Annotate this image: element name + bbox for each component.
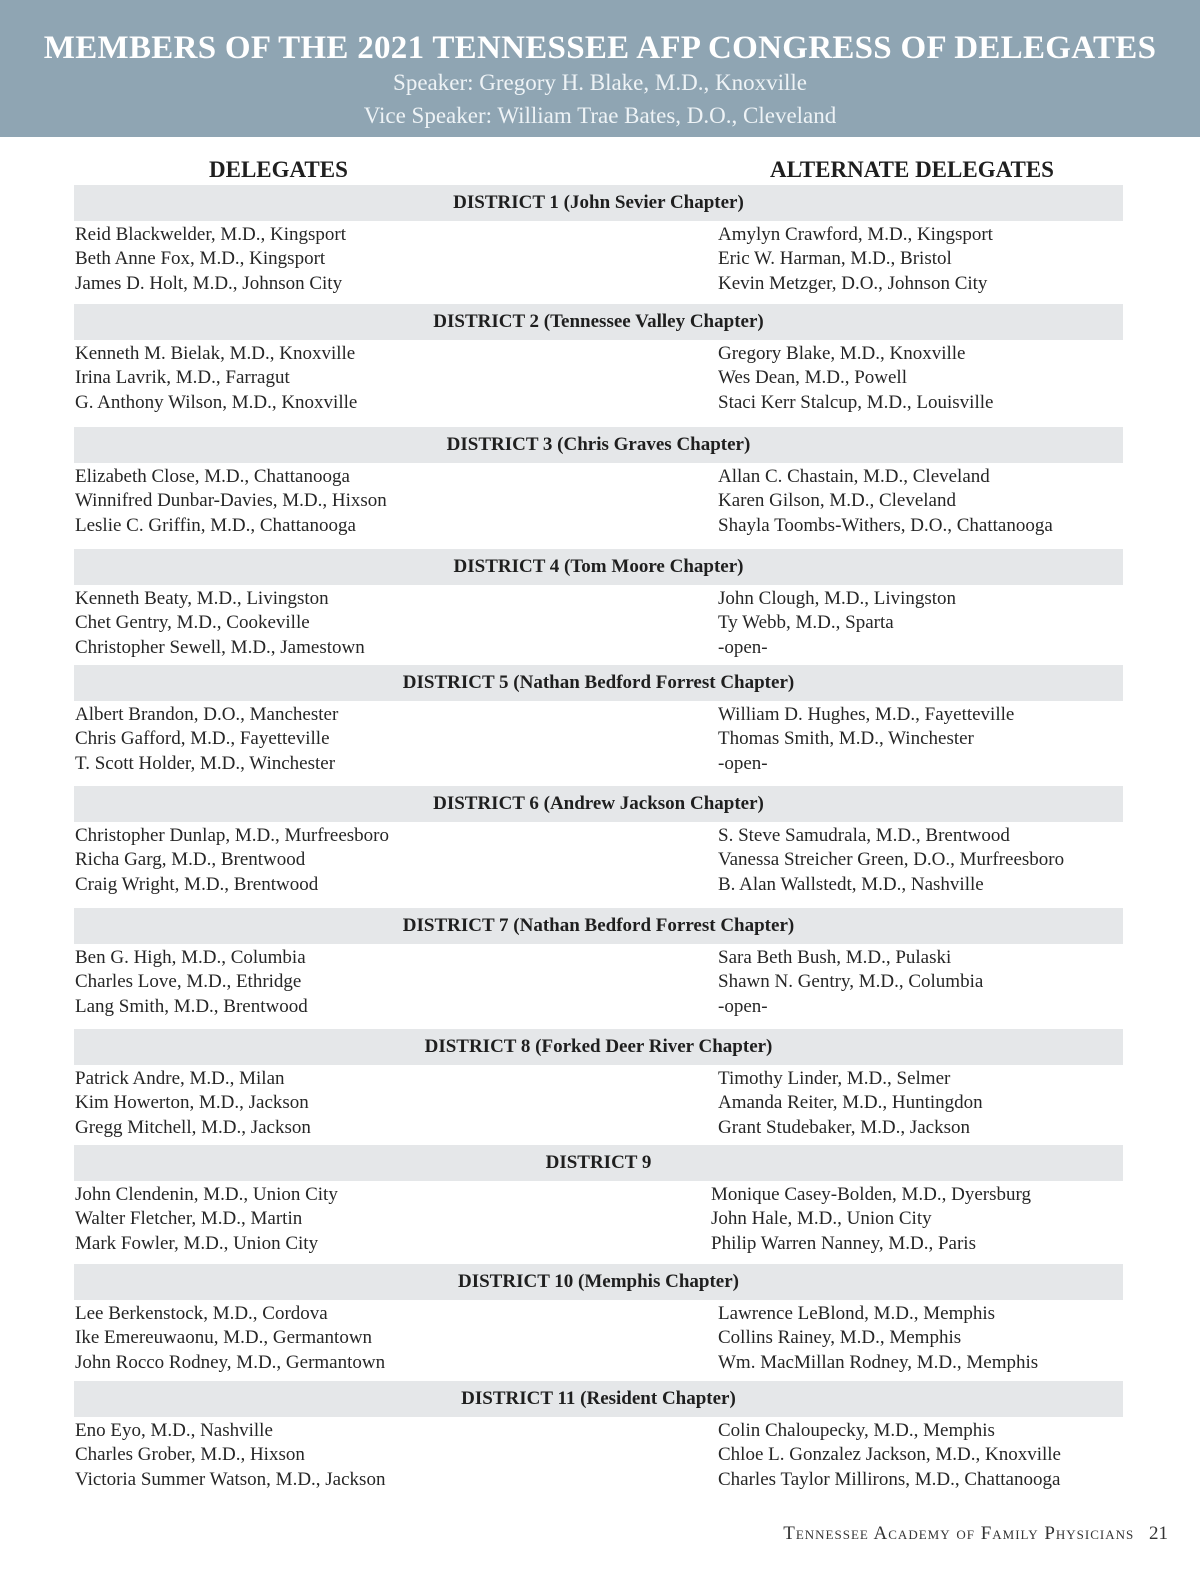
delegate-name: Kenneth M. Bielak, M.D., Knoxville [75, 343, 356, 364]
delegate-name: Chris Gafford, M.D., Fayetteville [75, 728, 330, 750]
delegates-list [75, 1302, 385, 1375]
delegates-list [75, 824, 389, 897]
alternate-delegate-name: -open- [718, 995, 768, 1017]
alternate-delegate-name: Colin Chaloupecky, M.D., Memphis [718, 1420, 995, 1441]
delegate-name: Albert Brandon, D.O., Manchester [75, 704, 339, 725]
alternate-delegate-name: John Clough, M.D., Livingston [718, 588, 957, 609]
alternate-delegate-name: B. Alan Wallstedt, M.D., Nashville [718, 873, 984, 895]
alternate-delegate-name: Wm. MacMillan Rodney, M.D., Memphis [718, 1351, 1039, 1373]
delegates-list [75, 1183, 338, 1256]
delegates-list [75, 587, 365, 660]
alternate-delegate-name: -open- [718, 752, 768, 774]
alternates-list [718, 1067, 983, 1140]
delegate-name: Charles Grober, M.D., Hixson [75, 1444, 305, 1466]
district-title: DISTRICT 9 [74, 1145, 1123, 1181]
delegate-name: Eno Eyo, M.D., Nashville [75, 1420, 273, 1441]
page-number: 21 [1149, 1523, 1168, 1544]
alternate-delegate-name: Eric W. Harman, M.D., Bristol [718, 248, 952, 270]
delegate-name: Beth Anne Fox, M.D., Kingsport [75, 248, 326, 270]
delegates-list [75, 342, 357, 415]
delegate-name: Christopher Sewell, M.D., Jamestown [75, 636, 365, 658]
alternate-delegate-name: Kevin Metzger, D.O., Johnson City [718, 272, 988, 294]
alternate-delegate-name: William D. Hughes, M.D., Fayetteville [718, 704, 1015, 725]
delegates-list [75, 1067, 311, 1140]
alternates-list [718, 465, 1053, 538]
delegates-list [75, 1419, 385, 1492]
district-title: DISTRICT 2 (Tennessee Valley Chapter) [74, 304, 1123, 340]
alternate-delegate-name: S. Steve Samudrala, M.D., Brentwood [718, 825, 1010, 846]
delegates-list [75, 703, 338, 776]
district-title: DISTRICT 7 (Nathan Bedford Forrest Chapter) [74, 908, 1123, 944]
delegate-name: Christopher Dunlap, M.D., Murfreesboro [75, 825, 389, 846]
district-title: DISTRICT 4 (Tom Moore Chapter) [74, 549, 1123, 585]
delegate-name: Victoria Summer Watson, M.D., Jackson [75, 1468, 386, 1490]
district-title: DISTRICT 3 (Chris Graves Chapter) [74, 427, 1123, 463]
vice-speaker-line: Vice Speaker: William Trae Bates, D.O., Cleveland [363, 103, 837, 128]
alternate-delegate-name: Timothy Linder, M.D., Selmer [718, 1068, 951, 1089]
alternate-delegate-name: Vanessa Streicher Green, D.O., Murfreesboro [718, 849, 1065, 871]
speaker-line: Speaker: Gregory H. Blake, M.D., Knoxville [393, 70, 807, 95]
alternate-delegate-name: Collins Rainey, M.D., Memphis [718, 1327, 962, 1349]
delegate-name: Winnifred Dunbar-Davies, M.D., Hixson [75, 490, 387, 512]
delegate-name: Richa Garg, M.D., Brentwood [75, 849, 306, 871]
delegate-name: Reid Blackwelder, M.D., Kingsport [75, 224, 347, 245]
alternates-list [718, 223, 993, 296]
alternate-delegate-name: Gregory Blake, M.D., Knoxville [718, 343, 966, 364]
alternate-delegate-name: Karen Gilson, M.D., Cleveland [718, 490, 956, 512]
delegate-name: T. Scott Holder, M.D., Winchester [75, 752, 336, 774]
alternate-delegate-name: Amanda Reiter, M.D., Huntingdon [718, 1092, 983, 1114]
delegate-name: Mark Fowler, M.D., Union City [75, 1232, 319, 1254]
delegate-name: Gregg Mitchell, M.D., Jackson [75, 1116, 311, 1138]
alternates-list [718, 342, 993, 415]
district-title: DISTRICT 8 (Forked Deer River Chapter) [74, 1029, 1123, 1065]
alternates-list [718, 703, 1014, 776]
delegate-name: Irina Lavrik, M.D., Farragut [75, 367, 290, 389]
delegate-name: Lang Smith, M.D., Brentwood [75, 995, 308, 1017]
alternates-list [711, 1183, 1031, 1256]
alternate-delegate-name: Shayla Toombs-Withers, D.O., Chattanooga [718, 514, 1053, 536]
delegate-name: Leslie C. Griffin, M.D., Chattanooga [75, 514, 356, 536]
district-title: DISTRICT 11 (Resident Chapter) [74, 1381, 1123, 1417]
delegate-name: Walter Fletcher, M.D., Martin [75, 1208, 303, 1230]
district-title: DISTRICT 10 (Memphis Chapter) [74, 1264, 1123, 1300]
alternate-delegate-name: Wes Dean, M.D., Powell [718, 367, 907, 389]
page-title: MEMBERS OF THE 2021 TENNESSEE AFP CONGRESS OF DELEGATES [43, 30, 1157, 66]
alternate-delegate-name: Grant Studebaker, M.D., Jackson [718, 1116, 970, 1138]
delegate-name: Ben G. High, M.D., Columbia [75, 947, 306, 968]
district-title: DISTRICT 1 (John Sevier Chapter) [74, 185, 1123, 221]
delegates-list [75, 946, 308, 1019]
delegate-name: John Clendenin, M.D., Union City [75, 1184, 338, 1205]
delegate-name: Lee Berkenstock, M.D., Cordova [75, 1303, 328, 1324]
delegates-list [75, 465, 387, 538]
delegate-name: John Rocco Rodney, M.D., Germantown [75, 1351, 386, 1373]
delegate-name: G. Anthony Wilson, M.D., Knoxville [75, 391, 358, 413]
alternate-delegates-heading: ALTERNATE DELEGATES [770, 157, 1054, 182]
alternates-list [718, 587, 956, 660]
alternate-delegate-name: Staci Kerr Stalcup, M.D., Louisville [718, 391, 994, 413]
delegates-heading: DELEGATES [209, 157, 348, 182]
alternate-delegate-name: Amylyn Crawford, M.D., Kingsport [718, 224, 993, 245]
footer-organization: Tennessee Academy of Family Physicians [783, 1523, 1135, 1544]
delegate-name: Ike Emereuwaonu, M.D., Germantown [75, 1327, 373, 1349]
delegate-name: Elizabeth Close, M.D., Chattanooga [75, 466, 350, 487]
alternate-delegate-name: Lawrence LeBlond, M.D., Memphis [718, 1303, 996, 1324]
delegate-name: Patrick Andre, M.D., Milan [75, 1068, 285, 1089]
alternates-list [718, 824, 1064, 897]
alternates-list [718, 1302, 1038, 1375]
alternate-delegate-name: Chloe L. Gonzalez Jackson, M.D., Knoxville [718, 1444, 1061, 1466]
alternate-delegate-name: Allan C. Chastain, M.D., Cleveland [718, 466, 990, 487]
alternate-delegate-name: Shawn N. Gentry, M.D., Columbia [718, 971, 984, 993]
alternate-delegate-name: Philip Warren Nanney, M.D., Paris [711, 1232, 976, 1254]
delegate-name: Kim Howerton, M.D., Jackson [75, 1092, 309, 1114]
delegate-name: James D. Holt, M.D., Johnson City [75, 272, 343, 294]
alternate-delegate-name: Sara Beth Bush, M.D., Pulaski [718, 947, 952, 968]
alternate-delegate-name: Thomas Smith, M.D., Winchester [718, 728, 974, 750]
alternate-delegate-name: -open- [718, 636, 768, 658]
alternate-delegate-name: Charles Taylor Millirons, M.D., Chattanooga [718, 1468, 1061, 1490]
alternate-delegate-name: John Hale, M.D., Union City [711, 1208, 932, 1230]
alternate-delegate-name: Ty Webb, M.D., Sparta [718, 612, 894, 634]
district-title: DISTRICT 5 (Nathan Bedford Forrest Chapter) [74, 665, 1123, 701]
delegate-name: Kenneth Beaty, M.D., Livingston [75, 588, 329, 609]
delegates-list [75, 223, 346, 296]
delegate-name: Chet Gentry, M.D., Cookeville [75, 612, 310, 634]
district-title: DISTRICT 6 (Andrew Jackson Chapter) [74, 786, 1123, 822]
page-footer [783, 1521, 1168, 1547]
delegate-name: Charles Love, M.D., Ethridge [75, 971, 302, 993]
alternates-list [718, 946, 983, 1019]
alternate-delegate-name: Monique Casey-Bolden, M.D., Dyersburg [711, 1184, 1031, 1205]
alternates-list [718, 1419, 1061, 1492]
delegate-name: Craig Wright, M.D., Brentwood [75, 873, 319, 895]
